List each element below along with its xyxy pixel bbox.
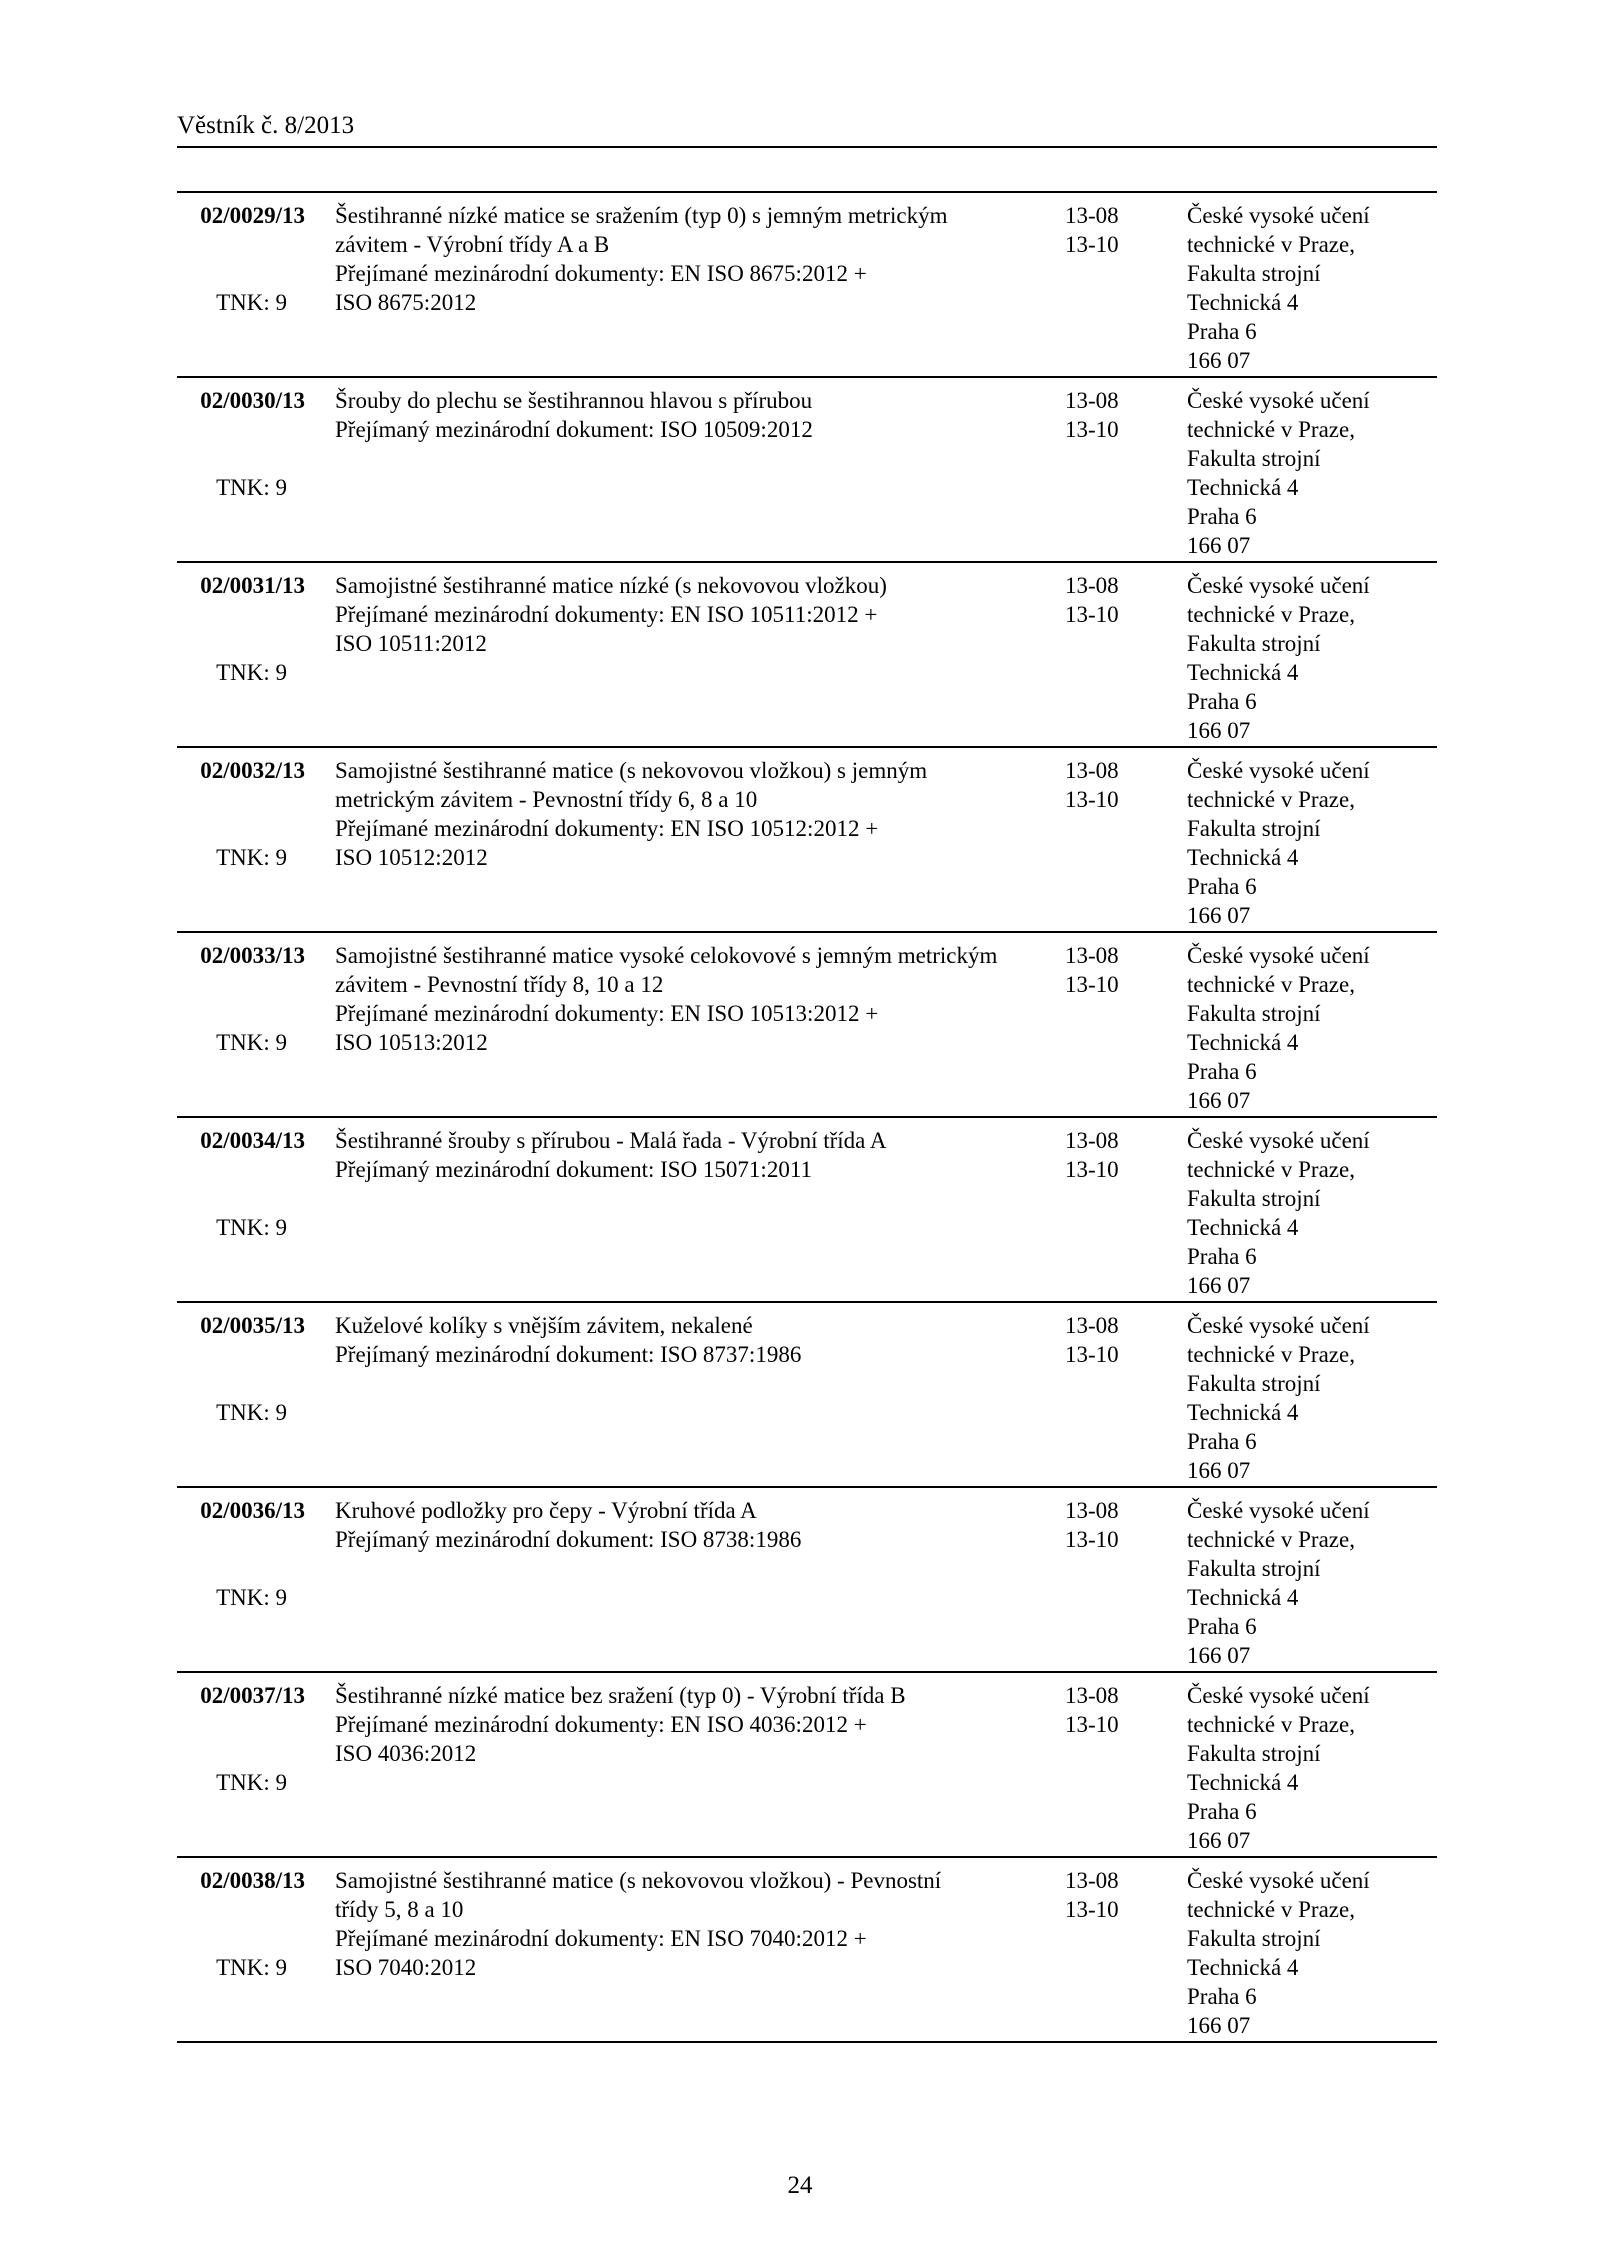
address-line: Fakulta strojní — [1187, 1371, 1321, 1396]
address-line: Fakulta strojní — [1187, 1186, 1321, 1211]
classification-codes — [1065, 201, 1119, 259]
table-row — [177, 1673, 1437, 1858]
classification-codes — [1065, 386, 1119, 444]
standard-description — [335, 571, 1055, 658]
description-line: Přejímaný mezinárodní dokument: ISO 8738:1986 — [335, 1527, 802, 1552]
description-line: Samojistné šestihranné matice nízké (s nekovovou vložkou) — [335, 573, 887, 598]
description-line: závitem - Výrobní třídy A a B — [335, 232, 610, 257]
description-line: Šestihranné nízké matice bez sražení (typ 0) - Výrobní třída B — [335, 1683, 906, 1708]
description-line: Přejímané mezinárodní dokumenty: EN ISO 4036:2012 + — [335, 1712, 867, 1737]
processor-address — [1187, 1496, 1370, 1670]
address-line: Praha 6 — [1187, 689, 1257, 714]
address-line: Praha 6 — [1187, 1614, 1257, 1639]
address-line: technické v Praze, — [1187, 1712, 1355, 1737]
code-line: 13-08 — [1065, 1868, 1119, 1893]
processor-address — [1187, 1866, 1370, 2040]
address-line: Praha 6 — [1187, 1059, 1257, 1084]
address-line: Technická 4 — [1187, 1770, 1299, 1795]
standard-id: 02/0032/13 — [200, 758, 305, 783]
description-line: ISO 7040:2012 — [335, 1955, 477, 1980]
code-line: 13-08 — [1065, 943, 1119, 968]
standard-id: 02/0030/13 — [200, 388, 305, 413]
address-line: Praha 6 — [1187, 1799, 1257, 1824]
address-line: Technická 4 — [1187, 1215, 1299, 1240]
classification-codes — [1065, 1681, 1119, 1739]
address-line: Technická 4 — [1187, 1955, 1299, 1980]
address-line: Technická 4 — [1187, 1030, 1299, 1055]
address-line: Fakulta strojní — [1187, 1926, 1321, 1951]
address-line: Technická 4 — [1187, 660, 1299, 685]
description-line: Samojistné šestihranné matice (s nekovovou vložkou) - Pevnostní — [335, 1868, 942, 1893]
table-row — [177, 193, 1437, 378]
address-line: technické v Praze, — [1187, 417, 1355, 442]
code-line: 13-10 — [1065, 232, 1119, 257]
address-line: Technická 4 — [1187, 1585, 1299, 1610]
address-line: technické v Praze, — [1187, 1527, 1355, 1552]
description-line: Šrouby do plechu se šestihrannou hlavou s přírubou — [335, 388, 813, 413]
standard-description — [335, 1126, 1055, 1184]
code-line: 13-08 — [1065, 1498, 1119, 1523]
standard-description — [335, 1681, 1055, 1768]
address-line: Praha 6 — [1187, 1429, 1257, 1454]
address-line: Praha 6 — [1187, 874, 1257, 899]
processor-address — [1187, 1311, 1370, 1485]
address-line: České vysoké učení — [1187, 203, 1370, 228]
address-line: 166 07 — [1187, 348, 1251, 373]
description-line: ISO 10513:2012 — [335, 1030, 488, 1055]
standard-id: 02/0035/13 — [200, 1313, 305, 1338]
description-line: Přejímané mezinárodní dokumenty: EN ISO 10512:2012 + — [335, 816, 879, 841]
code-line: 13-10 — [1065, 1157, 1119, 1182]
address-line: Fakulta strojní — [1187, 1001, 1321, 1026]
table-row — [177, 1118, 1437, 1303]
table-row — [177, 378, 1437, 563]
table-row — [177, 1303, 1437, 1488]
address-line: Fakulta strojní — [1187, 631, 1321, 656]
description-line: ISO 8675:2012 — [335, 290, 477, 315]
description-line: Přejímané mezinárodní dokumenty: EN ISO 10513:2012 + — [335, 1001, 879, 1026]
description-line: ISO 4036:2012 — [335, 1741, 477, 1766]
description-line: Šestihranné nízké matice se sražením (typ 0) s jemným metrickým — [335, 203, 948, 228]
tnk-number: TNK: 9 — [216, 475, 287, 500]
address-line: České vysoké učení — [1187, 573, 1370, 598]
address-line: Technická 4 — [1187, 1400, 1299, 1425]
address-line: 166 07 — [1187, 1273, 1251, 1298]
standard-description — [335, 1496, 1055, 1554]
address-line: Fakulta strojní — [1187, 816, 1321, 841]
address-line: 166 07 — [1187, 718, 1251, 743]
tnk-number: TNK: 9 — [216, 1585, 287, 1610]
standard-id: 02/0036/13 — [200, 1498, 305, 1523]
standard-id: 02/0034/13 — [200, 1128, 305, 1153]
classification-codes — [1065, 1866, 1119, 1924]
processor-address — [1187, 1681, 1370, 1855]
address-line: Technická 4 — [1187, 290, 1299, 315]
standard-id: 02/0037/13 — [200, 1683, 305, 1708]
address-line: 166 07 — [1187, 1643, 1251, 1668]
standard-description — [335, 941, 1055, 1057]
standard-description — [335, 386, 1055, 444]
tnk-number: TNK: 9 — [216, 1400, 287, 1425]
classification-codes — [1065, 1126, 1119, 1184]
description-line: metrickým závitem - Pevnostní třídy 6, 8 a 10 — [335, 787, 758, 812]
processor-address — [1187, 201, 1370, 375]
classification-codes — [1065, 571, 1119, 629]
address-line: 166 07 — [1187, 2013, 1251, 2038]
tnk-number: TNK: 9 — [216, 845, 287, 870]
description-line: Kruhové podložky pro čepy - Výrobní třída A — [335, 1498, 757, 1523]
classification-codes — [1065, 1496, 1119, 1554]
table-row — [177, 748, 1437, 933]
address-line: technické v Praze, — [1187, 972, 1355, 997]
code-line: 13-08 — [1065, 203, 1119, 228]
address-line: České vysoké učení — [1187, 1128, 1370, 1153]
code-line: 13-08 — [1065, 388, 1119, 413]
running-header: Věstník č. 8/2013 — [177, 112, 355, 139]
tnk-number: TNK: 9 — [216, 1770, 287, 1795]
description-line: ISO 10512:2012 — [335, 845, 488, 870]
code-line: 13-10 — [1065, 972, 1119, 997]
description-line: ISO 10511:2012 — [335, 631, 487, 656]
address-line: 166 07 — [1187, 903, 1251, 928]
address-line: 166 07 — [1187, 1828, 1251, 1853]
address-line: Fakulta strojní — [1187, 1741, 1321, 1766]
header-rule — [177, 146, 1437, 148]
description-line: Přejímané mezinárodní dokumenty: EN ISO 7040:2012 + — [335, 1926, 867, 1951]
code-line: 13-08 — [1065, 1128, 1119, 1153]
address-line: Praha 6 — [1187, 319, 1257, 344]
standard-id: 02/0038/13 — [200, 1868, 305, 1893]
address-line: České vysoké učení — [1187, 388, 1370, 413]
address-line: technické v Praze, — [1187, 1342, 1355, 1367]
address-line: Technická 4 — [1187, 845, 1299, 870]
address-line: České vysoké učení — [1187, 1313, 1370, 1338]
classification-codes — [1065, 756, 1119, 814]
address-line: Fakulta strojní — [1187, 261, 1321, 286]
table-row — [177, 933, 1437, 1118]
code-line: 13-08 — [1065, 758, 1119, 783]
processor-address — [1187, 1126, 1370, 1300]
tnk-number: TNK: 9 — [216, 1955, 287, 1980]
processor-address — [1187, 941, 1370, 1115]
address-line: Praha 6 — [1187, 1244, 1257, 1269]
address-line: České vysoké učení — [1187, 1498, 1370, 1523]
code-line: 13-10 — [1065, 787, 1119, 812]
address-line: technické v Praze, — [1187, 1897, 1355, 1922]
address-line: technické v Praze, — [1187, 787, 1355, 812]
processor-address — [1187, 571, 1370, 745]
standard-description — [335, 201, 1055, 317]
code-line: 13-08 — [1065, 1683, 1119, 1708]
code-line: 13-08 — [1065, 1313, 1119, 1338]
description-line: Kuželové kolíky s vnějším závitem, nekalené — [335, 1313, 753, 1338]
tnk-number: TNK: 9 — [216, 1030, 287, 1055]
address-line: Technická 4 — [1187, 475, 1299, 500]
description-line: Samojistné šestihranné matice vysoké celokovové s jemným metrickým — [335, 943, 998, 968]
description-line: závitem - Pevnostní třídy 8, 10 a 12 — [335, 972, 664, 997]
table-row — [177, 1858, 1437, 2043]
address-line: České vysoké učení — [1187, 1683, 1370, 1708]
table-row — [177, 563, 1437, 748]
code-line: 13-10 — [1065, 417, 1119, 442]
address-line: České vysoké učení — [1187, 758, 1370, 783]
classification-codes — [1065, 941, 1119, 999]
standard-id: 02/0031/13 — [200, 573, 305, 598]
processor-address — [1187, 756, 1370, 930]
code-line: 13-10 — [1065, 1342, 1119, 1367]
code-line: 13-10 — [1065, 1897, 1119, 1922]
description-line: Přejímaný mezinárodní dokument: ISO 8737:1986 — [335, 1342, 802, 1367]
address-line: Praha 6 — [1187, 1984, 1257, 2009]
tnk-number: TNK: 9 — [216, 660, 287, 685]
tnk-number: TNK: 9 — [216, 290, 287, 315]
code-line: 13-10 — [1065, 1527, 1119, 1552]
address-line: 166 07 — [1187, 1088, 1251, 1113]
address-line: České vysoké učení — [1187, 943, 1370, 968]
standards-table — [177, 191, 1437, 2043]
address-line: 166 07 — [1187, 533, 1251, 558]
standard-id: 02/0029/13 — [200, 203, 305, 228]
description-line: Přejímaný mezinárodní dokument: ISO 15071:2011 — [335, 1157, 812, 1182]
classification-codes — [1065, 1311, 1119, 1369]
standard-description — [335, 1311, 1055, 1369]
address-line: Praha 6 — [1187, 504, 1257, 529]
standard-description — [335, 1866, 1055, 1982]
code-line: 13-10 — [1065, 602, 1119, 627]
description-line: Přejímané mezinárodní dokumenty: EN ISO 10511:2012 + — [335, 602, 878, 627]
description-line: Šestihranné šrouby s přírubou - Malá řada - Výrobní třída A — [335, 1128, 887, 1153]
page-number: 24 — [787, 2172, 813, 2199]
processor-address — [1187, 386, 1370, 560]
description-line: Přejímaný mezinárodní dokument: ISO 10509:2012 — [335, 417, 813, 442]
address-line: České vysoké učení — [1187, 1868, 1370, 1893]
standard-description — [335, 756, 1055, 872]
address-line: technické v Praze, — [1187, 1157, 1355, 1182]
address-line: technické v Praze, — [1187, 602, 1355, 627]
table-row — [177, 1488, 1437, 1673]
address-line: Fakulta strojní — [1187, 446, 1321, 471]
address-line: 166 07 — [1187, 1458, 1251, 1483]
description-line: třídy 5, 8 a 10 — [335, 1897, 464, 1922]
code-line: 13-08 — [1065, 573, 1119, 598]
code-line: 13-10 — [1065, 1712, 1119, 1737]
standard-id: 02/0033/13 — [200, 943, 305, 968]
address-line: Fakulta strojní — [1187, 1556, 1321, 1581]
address-line: technické v Praze, — [1187, 232, 1355, 257]
description-line: Přejímané mezinárodní dokumenty: EN ISO 8675:2012 + — [335, 261, 867, 286]
description-line: Samojistné šestihranné matice (s nekovovou vložkou) s jemným — [335, 758, 928, 783]
tnk-number: TNK: 9 — [216, 1215, 287, 1240]
